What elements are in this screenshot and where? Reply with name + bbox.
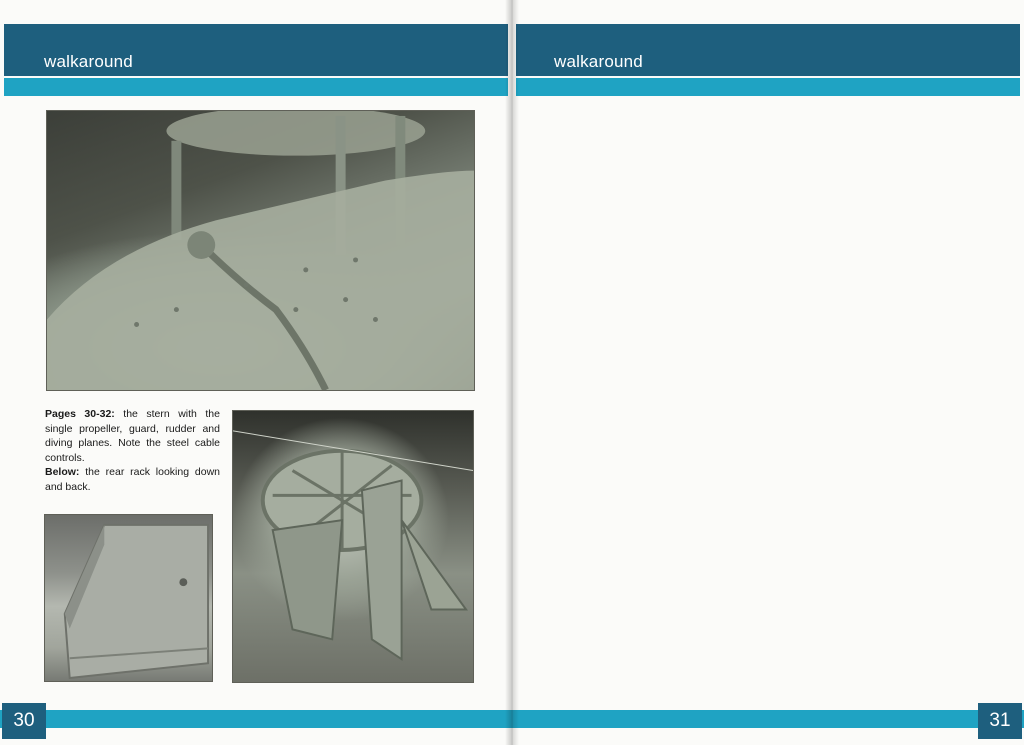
photo-stern-top-rack xyxy=(46,110,475,391)
photo-rear-rack-box-drawing xyxy=(45,515,212,681)
photo-stern-top-rack-drawing xyxy=(47,111,474,390)
photo-caption xyxy=(45,407,220,495)
left-footer-stripe xyxy=(0,710,512,728)
right-footer-stripe xyxy=(512,710,1024,728)
photo-propeller-guard-rear-drawing xyxy=(233,411,473,682)
caption-below-label: Below: xyxy=(45,466,80,479)
right-header-title: walkaround xyxy=(554,52,643,71)
caption-below-text: the rear rack looking down and back. xyxy=(45,466,220,493)
caption-pages-text: the stern with the single propeller, guard, rudder and diving planes. Note the steel cable controls. xyxy=(45,408,220,464)
photo-propeller-guard-rear xyxy=(232,410,474,683)
photo-rear-rack-box xyxy=(44,514,213,682)
right-page xyxy=(512,0,1024,745)
left-header-stripe xyxy=(4,78,508,96)
right-header-stripe xyxy=(516,78,1020,96)
left-header-title: walkaround xyxy=(44,52,133,71)
left-page-number: 30 xyxy=(2,703,46,739)
right-page-number: 31 xyxy=(978,703,1022,739)
caption-pages-label: Pages 30-32: xyxy=(45,408,115,420)
book-gutter-shadow xyxy=(505,0,519,745)
